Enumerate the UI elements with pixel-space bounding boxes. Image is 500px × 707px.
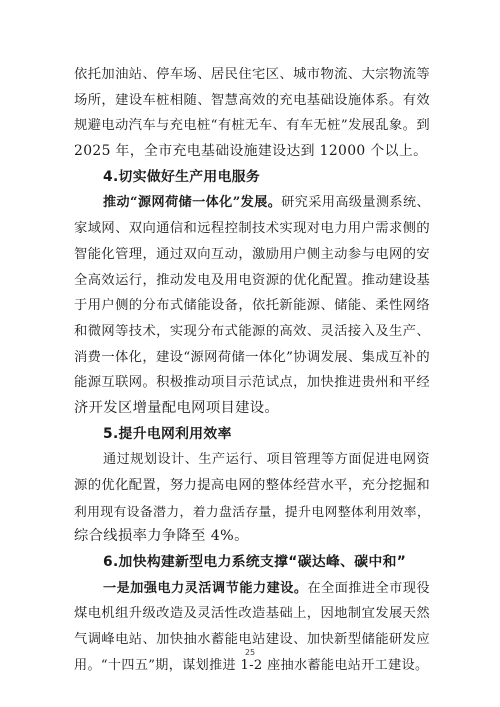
paragraph-line: 于用户侧的分布式储能设备，依托新能源、储能、柔性网络 (74, 298, 430, 314)
body-text (74, 62, 430, 679)
paragraph-line (74, 190, 430, 216)
paragraph-line: 和微网等技术，实现分布式能源的高效、灵活接入及生产、 (74, 323, 430, 339)
paragraph-line: 智能化管理，通过双向互动，激励用户侧主动参与电网的安 (74, 246, 430, 262)
line-text: 研究采用高级量测系统、 (281, 195, 430, 211)
line-text: 在全面推进全市现役 (307, 580, 431, 596)
section-heading: 4.切实做好生产用电服务 (103, 168, 261, 185)
section-heading: 6.加快构建新型电力系统支撑“碳达峰、碳中和” (103, 554, 407, 571)
paragraph-line: 气调峰电站、加快抽水蓄能电站建设、加快新型储能研发应 (74, 632, 430, 648)
bold-lead-phrase: 一是加强电力灵活调节能力建设。 (103, 580, 308, 596)
paragraph-line: 煤电机组升级改造及灵活性改造基础上，因地制宜发展天然 (74, 606, 430, 622)
paragraph-line: 通过规划设计、生产运行、项目管理等方面促进电网资 (103, 452, 430, 468)
paragraph-line (74, 576, 430, 602)
section-heading: 5.提升电网利用效率 (103, 425, 232, 442)
paragraph-line: 济开发区增量配电网项目建设。 (74, 399, 280, 416)
paragraph-line: 规避电动汽车与充电桩“有桩无车、有车无桩”发展乱象。到 (74, 118, 430, 134)
paragraph-line: 家域网、双向通信和远程控制技术实现对电力用户需求侧的 (74, 221, 430, 237)
bold-lead-phrase: 推动“源网荷储一体化”发展。 (103, 195, 282, 211)
paragraph-line: 源的优化配置，努力提高电网的整体经营水平，充分挖掘和 (74, 478, 430, 493)
paragraph-line: 2025 年，全市充电基础设施建设达到 12000 个以上。 (74, 143, 428, 160)
paragraph-line: 消费一体化，建设“源网荷储一体化”协调发展、集成互补的 (74, 349, 430, 365)
paragraph-line: 能源互联网。积极推动项目示范试点，加快推进贵州和平经 (74, 375, 430, 391)
paragraph-line: 依托加油站、停车场、居民住宅区、城市物流、大宗物流等 (74, 67, 430, 82)
paragraph-line: 利用现有设备潜力，着力盘活存量，提升电网整体利用效率， (74, 503, 430, 519)
paragraph-line: 全高效运行，推动发电及用电资源的优化配置。推动建设基 (74, 272, 430, 288)
page-number: 25 (244, 648, 256, 657)
paragraph-line: 综合线损率力争降至 4%。 (74, 528, 249, 545)
paragraph-line: 场所，建设车桩相随、智慧高效的充电基础设施体系。有效 (74, 92, 430, 108)
paragraph-line: 用。“十四五”期，谋划推进 1-2 座抽水蓄能电站开工建设。 (74, 657, 429, 673)
